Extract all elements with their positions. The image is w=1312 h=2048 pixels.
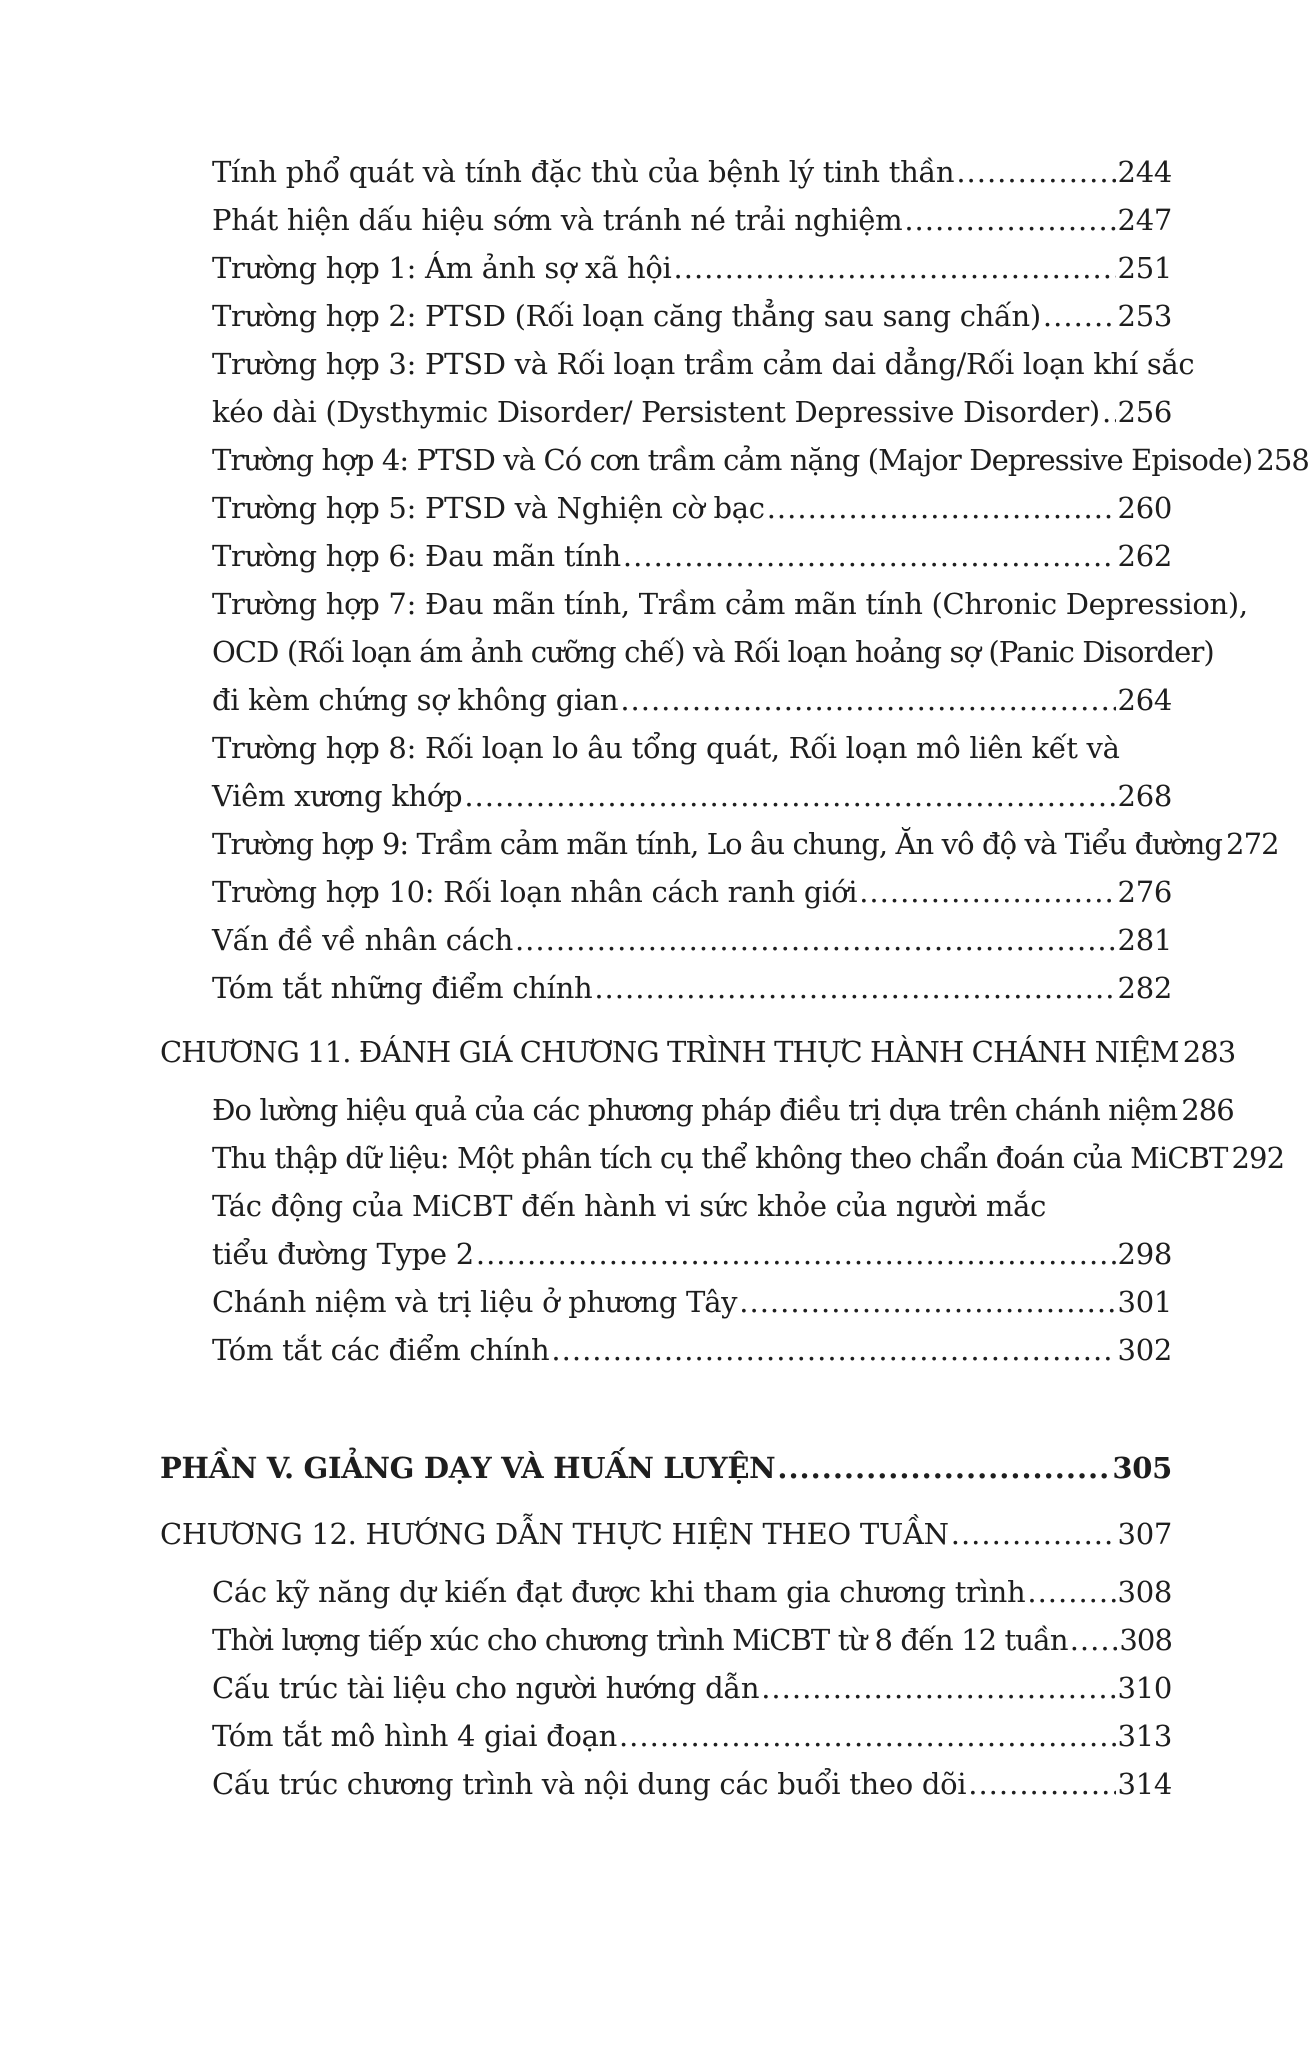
toc-entry-title-line1: Trường hợp 7: Đau mãn tính, Trầm cảm mãn tính (Chronic Depression), xyxy=(212,587,1248,621)
toc-chapter-title: CHƯƠNG 11. ĐÁNH GIÁ CHƯƠNG TRÌNH THỰC HÀNH CHÁNH NIỆM xyxy=(160,1035,1179,1069)
toc-entry-line[interactable] xyxy=(212,344,1195,384)
toc-entry-page: 281 xyxy=(1117,923,1172,957)
toc-entry-title: Trường hợp 9: Trầm cảm mãn tính, Lo âu chung, Ăn vô độ và Tiểu đường xyxy=(212,827,1223,861)
toc-entry-page: 247 xyxy=(1117,203,1172,237)
toc-entry-line[interactable] xyxy=(212,728,1172,768)
toc-entry-page: 313 xyxy=(1117,1719,1172,1753)
toc-entry[interactable] xyxy=(212,1330,1172,1370)
toc-entry-title-line1: Trường hợp 3: PTSD và Rối loạn trầm cảm dai dẳng/Rối loạn khí sắc xyxy=(212,347,1195,381)
toc-entry-title: Tóm tắt các điểm chính xyxy=(212,1333,550,1367)
dot-leader xyxy=(1070,1620,1118,1660)
toc-entry-title: Trường hợp 1: Ám ảnh sợ xã hội xyxy=(212,251,672,285)
toc-part-5[interactable] xyxy=(160,1448,1172,1488)
toc-chapter-title: CHƯƠNG 12. HƯỚNG DẪN THỰC HIỆN THEO TUẦN xyxy=(160,1517,949,1551)
toc-entry[interactable] xyxy=(212,1090,1234,1130)
toc-entry-title-line2: OCD (Rối loạn ám ảnh cưỡng chế) và Rối loạn hoảng sợ (Panic Disorder) xyxy=(212,635,1214,669)
toc-chapter-11[interactable] xyxy=(160,1032,1236,1072)
dot-leader xyxy=(515,920,1116,960)
toc-entry-page: 302 xyxy=(1117,1333,1172,1367)
toc-entry-page: 308 xyxy=(1119,1623,1172,1657)
toc-entry[interactable] xyxy=(212,392,1172,432)
toc-entry-title: Đo lường hiệu quả của các phương pháp điều trị dựa trên chánh niệm xyxy=(212,1093,1178,1127)
toc-entry-page: 251 xyxy=(1117,251,1172,285)
toc-entry[interactable] xyxy=(212,1620,1172,1660)
dot-leader xyxy=(777,1448,1110,1488)
toc-chapter-12[interactable] xyxy=(160,1514,1172,1554)
dot-leader xyxy=(1043,296,1116,336)
toc-entry[interactable] xyxy=(212,872,1172,912)
dot-leader xyxy=(761,1668,1115,1708)
toc-entry-title: Chánh niệm và trị liệu ở phương Tây xyxy=(212,1285,738,1319)
toc-entry[interactable] xyxy=(212,680,1172,720)
toc-entry-title: Tính phổ quát và tính đặc thù của bệnh lý tinh thần xyxy=(212,155,955,189)
toc-part-page: 305 xyxy=(1112,1451,1172,1485)
toc-entry-page: 244 xyxy=(1117,155,1172,189)
toc-part-title: PHẦN V. GIẢNG DẠY VÀ HUẤN LUYỆN xyxy=(160,1451,776,1485)
dot-leader xyxy=(1102,392,1116,432)
dot-leader xyxy=(551,1330,1115,1370)
dot-leader xyxy=(623,536,1116,576)
toc-entry-page: 253 xyxy=(1117,299,1172,333)
dot-leader xyxy=(620,680,1115,720)
toc-entry-title: Thời lượng tiếp xúc cho chương trình MiCBT từ 8 đến 12 tuần xyxy=(212,1623,1068,1657)
toc-entry-page: 308 xyxy=(1117,1575,1172,1609)
toc-entry[interactable] xyxy=(212,440,1309,480)
toc-entry-page: 262 xyxy=(1117,539,1172,573)
toc-entry[interactable] xyxy=(212,1572,1172,1612)
dot-leader xyxy=(956,152,1115,192)
toc-entry-page: 276 xyxy=(1117,875,1172,909)
toc-entry-title: Các kỹ năng dự kiến đạt được khi tham gia chương trình xyxy=(212,1575,1026,1609)
toc-entry-title: Cấu trúc tài liệu cho người hướng dẫn xyxy=(212,1671,760,1705)
toc-entry-title: Trường hợp 2: PTSD (Rối loạn căng thẳng sau sang chấn) xyxy=(212,299,1041,333)
toc-entry[interactable] xyxy=(212,248,1172,288)
toc-entry[interactable] xyxy=(212,1282,1172,1322)
dot-leader xyxy=(968,1764,1115,1804)
toc-entry-title: Trường hợp 10: Rối loạn nhân cách ranh giới xyxy=(212,875,858,909)
toc-entry-title: Trường hợp 6: Đau mãn tính xyxy=(212,539,621,573)
toc-entry-page: 264 xyxy=(1117,683,1172,717)
dot-leader xyxy=(859,872,1115,912)
toc-entry-title-line1: Trường hợp 8: Rối loạn lo âu tổng quát, Rối loạn mô liên kết và xyxy=(212,731,1120,765)
toc-entry-title: Cấu trúc chương trình và nội dung các buổi theo dõi xyxy=(212,1767,967,1801)
toc-entry-page: 260 xyxy=(1117,491,1172,525)
dot-leader xyxy=(767,488,1116,528)
dot-leader xyxy=(476,1234,1116,1274)
dot-leader xyxy=(464,776,1115,816)
toc-entry[interactable] xyxy=(212,1668,1172,1708)
toc-entry-page: 314 xyxy=(1117,1767,1172,1801)
toc-entry-line[interactable] xyxy=(212,1186,1172,1226)
toc-entry[interactable] xyxy=(212,824,1279,864)
toc-entry-title: Vấn đề về nhân cách xyxy=(212,923,513,957)
toc-entry[interactable] xyxy=(212,1764,1172,1804)
toc-entry[interactable] xyxy=(212,1138,1285,1178)
dot-leader xyxy=(674,248,1116,288)
toc-entry-title: Thu thập dữ liệu: Một phân tích cụ thể không theo chẩn đoán của MiCBT xyxy=(212,1141,1228,1175)
toc-entry[interactable] xyxy=(212,152,1172,192)
toc-entry-page: 298 xyxy=(1117,1237,1172,1271)
toc-entry[interactable] xyxy=(212,200,1172,240)
toc-entry-title: Trường hợp 5: PTSD và Nghiện cờ bạc xyxy=(212,491,765,525)
dot-leader xyxy=(1027,1572,1115,1612)
toc-entry[interactable] xyxy=(212,1716,1172,1756)
toc-chapter-page: 307 xyxy=(1117,1517,1172,1551)
toc-entry-title-line1: Tác động của MiCBT đến hành vi sức khỏe của người mắc xyxy=(212,1189,1047,1223)
toc-entry[interactable] xyxy=(212,776,1172,816)
toc-entry[interactable] xyxy=(212,296,1172,336)
toc-entry-page: 292 xyxy=(1231,1141,1285,1175)
dot-leader xyxy=(951,1514,1116,1554)
toc-entry-title: đi kèm chứng sợ không gian xyxy=(212,683,619,717)
toc-entry-title: Tóm tắt mô hình 4 giai đoạn xyxy=(212,1719,617,1753)
toc-entry[interactable] xyxy=(212,488,1172,528)
toc-entry-line[interactable] xyxy=(212,632,1214,672)
dot-leader xyxy=(619,1716,1116,1756)
toc-entry-page: 258 xyxy=(1256,443,1309,477)
toc-entry-title: Tóm tắt những điểm chính xyxy=(212,971,593,1005)
toc-entry[interactable] xyxy=(212,920,1172,960)
toc-entry-title: tiểu đường Type 2 xyxy=(212,1237,474,1271)
toc-entry[interactable] xyxy=(212,968,1172,1008)
toc-entry-title: Phát hiện dấu hiệu sớm và tránh né trải nghiệm xyxy=(212,203,903,237)
dot-leader xyxy=(594,968,1115,1008)
toc-entry-title: kéo dài (Dysthymic Disorder/ Persistent Depressive Disorder) xyxy=(212,395,1100,429)
toc-entry[interactable] xyxy=(212,1234,1172,1274)
toc-entry-title: Viêm xương khớp xyxy=(212,779,463,813)
toc-entry-page: 301 xyxy=(1117,1285,1172,1319)
toc-entry-page: 268 xyxy=(1117,779,1172,813)
toc-entry-title: Trường hợp 4: PTSD và Có cơn trầm cảm nặng (Major Depressive Episode) xyxy=(212,443,1253,477)
toc-entry-page: 310 xyxy=(1117,1671,1172,1705)
toc-entry-page: 256 xyxy=(1117,395,1172,429)
toc-entry-page: 272 xyxy=(1226,827,1279,861)
dot-leader xyxy=(904,200,1115,240)
dot-leader xyxy=(739,1282,1115,1322)
toc-entry-page: 282 xyxy=(1117,971,1172,1005)
toc-chapter-page: 283 xyxy=(1182,1035,1236,1069)
toc-entry-line[interactable] xyxy=(212,584,1248,624)
toc-entry[interactable] xyxy=(212,536,1172,576)
toc-entry-page: 286 xyxy=(1181,1093,1234,1127)
